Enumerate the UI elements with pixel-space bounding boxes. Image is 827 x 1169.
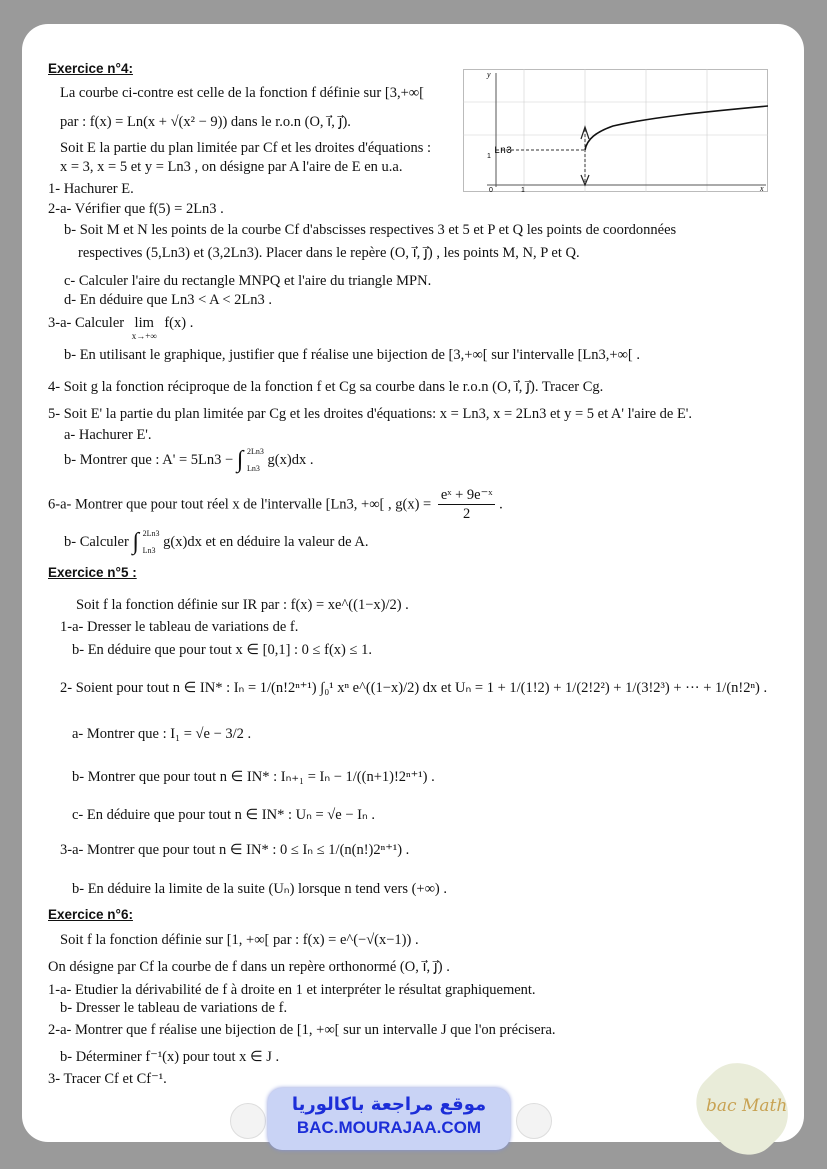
y-axis-label: y	[487, 70, 491, 79]
ex5-q3b: b- En déduire la limite de la suite (Uₙ) lorsque n tend vers (+∞) .	[72, 881, 448, 897]
ln3-tick-label: Ln3	[494, 146, 513, 157]
function-graph	[463, 69, 768, 192]
x-tick-1: 1	[521, 187, 525, 192]
fraction-numerator: eˣ + 9e⁻ˣ	[438, 486, 496, 505]
ex5-q2: 2- Soient pour tout n ∈ IN* : Iₙ = 1/(n!2ⁿ⁺¹) ∫₀¹ xⁿ e^((1−x)/2) dx et Uₙ = 1 + 1/(1!2) + 1/(2!2²) + 1/(3!2³) + ··· + 1/(n!2ⁿ) .	[60, 680, 768, 696]
integral-integrand: g(x)dx .	[267, 452, 314, 468]
ex4-q3a	[48, 314, 193, 341]
ex6-line-1: Soit f la fonction définie sur [1, +∞[ par : f(x) = e^(−√(x−1)) .	[60, 932, 419, 948]
ex4-line-3: Soit E la partie du plan limitée par Cf et les droites d'équations :	[60, 140, 432, 156]
ex4-q4: 4- Soit g la fonction réciproque de la fonction f et Cg sa courbe dans le r.o.n (O, i⃗, j⃗). Tracer Cg.	[48, 379, 604, 395]
exercise-5-title: Exercice n°5 :	[48, 565, 137, 580]
ex6-q3: 3- Tracer Cf et Cf⁻¹.	[48, 1071, 167, 1087]
limit-expression	[132, 314, 157, 341]
exercise-4-title: Exercice n°4:	[48, 61, 133, 76]
ex4-q3b: b- En utilisant le graphique, justifier que f réalise une bijection de [3,+∞[ sur l'intervalle [Ln3,+∞[ .	[64, 347, 640, 363]
ex4-q5a: a- Hachurer E'.	[64, 427, 152, 443]
ex5-q1a: 1-a- Dresser le tableau de variations de f.	[60, 619, 299, 635]
ex4-q3a-function: f(x) .	[164, 315, 194, 331]
ex4-q2c: c- Calculer l'aire du rectangle MNPQ et l'aire du triangle MPN.	[64, 273, 432, 289]
ex4-q6a	[48, 486, 503, 526]
ex4-q2b-line1: b- Soit M et N les points de la courbe Cf d'abscisses respectives 3 et 5 et P et Q les points de coordonnées	[64, 222, 677, 238]
ex4-q2b-line2: respectives (5,Ln3) et (3,2Ln3). Placer dans le repère (O, i⃗, j⃗) , les points M, N, P et Q.	[78, 245, 580, 261]
ex4-q6b	[64, 528, 369, 560]
ex5-q2a: a- Montrer que : I₁ = √e − 3/2 .	[72, 726, 252, 742]
fraction	[438, 486, 496, 523]
integral-lower-bound: Ln3	[247, 464, 260, 473]
x-axis-label: x	[760, 184, 764, 192]
period: .	[499, 496, 503, 513]
ex4-line-1: La courbe ci-contre est celle de la fonction f définie sur [3,+∞[	[60, 85, 424, 101]
ex4-q5b-label: b- Montrer que : A' = 5Ln3 −	[64, 452, 234, 468]
left-seal-logo	[230, 1103, 266, 1139]
ex5-q2b: b- Montrer que pour tout n ∈ IN* : Iₙ₊₁ = Iₙ − 1/((n+1)!2ⁿ⁺¹) .	[72, 769, 435, 785]
ex4-q5b	[64, 446, 313, 478]
integral-sign: ∫	[236, 447, 244, 473]
graph-frame	[464, 70, 768, 192]
ex6-q2b: b- Déterminer f⁻¹(x) pour tout x ∈ J .	[60, 1049, 280, 1065]
exercise-6-title: Exercice n°6:	[48, 907, 133, 922]
integral-sign: ∫	[132, 529, 140, 555]
right-seal-logo	[516, 1103, 552, 1139]
integral-bounds	[143, 528, 160, 556]
footer-site-link[interactable]: BAC.MOURAJAA.COM	[296, 1118, 482, 1137]
ex4-q3a-label: 3-a- Calculer	[48, 315, 125, 331]
integral-upper-bound: 2Ln3	[247, 447, 264, 456]
ex4-q6a-label: 6-a- Montrer que pour tout réel x de l'intervalle [Ln3, +∞[ , g(x) =	[48, 496, 432, 513]
ex4-q6b-integrand: g(x)dx et en déduire la valeur de A.	[163, 534, 369, 550]
limit-subscript: x→+∞	[131, 331, 157, 341]
integral-lower-bound: Ln3	[142, 546, 156, 555]
origin-label: 0	[489, 187, 493, 192]
integral-bounds	[247, 446, 264, 474]
ex6-q1b: b- Dresser le tableau de variations de f.	[60, 1000, 288, 1016]
ex4-line-4: x = 3, x = 5 et y = Ln3 , on désigne par A l'aire de E en u.a.	[60, 159, 403, 175]
ex6-q2a: 2-a- Montrer que f réalise une bijection de [1, +∞[ sur un intervalle J que l'on précisera.	[48, 1022, 556, 1038]
footer-arabic-title: موقع مراجعة باكالوريا	[291, 1094, 487, 1115]
integral-upper-bound: 2Ln3	[142, 529, 160, 538]
ex4-line-2: par : f(x) = Ln(x + √(x² − 9)) dans le r.o.n (O, i⃗, j⃗).	[60, 114, 351, 130]
fraction-denominator: 2	[463, 506, 471, 522]
ex5-q1b: b- En déduire que pour tout x ∈ [0,1] : 0 ≤ f(x) ≤ 1.	[72, 642, 372, 658]
ex4-q6b-label: b- Calculer	[64, 534, 129, 550]
y-tick-1: 1	[487, 153, 491, 160]
ex4-q2d: d- En déduire que Ln3 < A < 2Ln3 .	[64, 292, 273, 308]
ex6-q1a: 1-a- Etudier la dérivabilité de f à droite en 1 et interpréter le résultat graphiquement.	[48, 982, 536, 998]
ex6-line-2: On désigne par Cf la courbe de f dans un repère orthonormé (O, i⃗, j⃗) .	[48, 959, 450, 975]
ex4-q2a: 2-a- Vérifier que f(5) = 2Ln3 .	[48, 201, 224, 217]
bac-math-badge-text: bac Math	[706, 1096, 788, 1116]
ex4-q1: 1- Hachurer E.	[48, 181, 134, 197]
ex5-q3a: 3-a- Montrer que pour tout n ∈ IN* : 0 ≤ Iₙ ≤ 1/(n(n!)2ⁿ⁺¹) .	[60, 842, 410, 858]
limit-symbol: lim	[134, 315, 154, 331]
footer-banner[interactable]	[268, 1088, 510, 1150]
ex4-q5: 5- Soit E' la partie du plan limitée par Cg et les droites d'équations: x = Ln3, x = 2Ln3 et y = 5 et A' l'aire de E'.	[48, 406, 693, 422]
ex5-q2c: c- En déduire que pour tout n ∈ IN* : Uₙ = √e − Iₙ .	[72, 807, 375, 823]
ex5-line-1: Soit f la fonction définie sur IR par : f(x) = xe^((1−x)/2) .	[76, 597, 409, 613]
